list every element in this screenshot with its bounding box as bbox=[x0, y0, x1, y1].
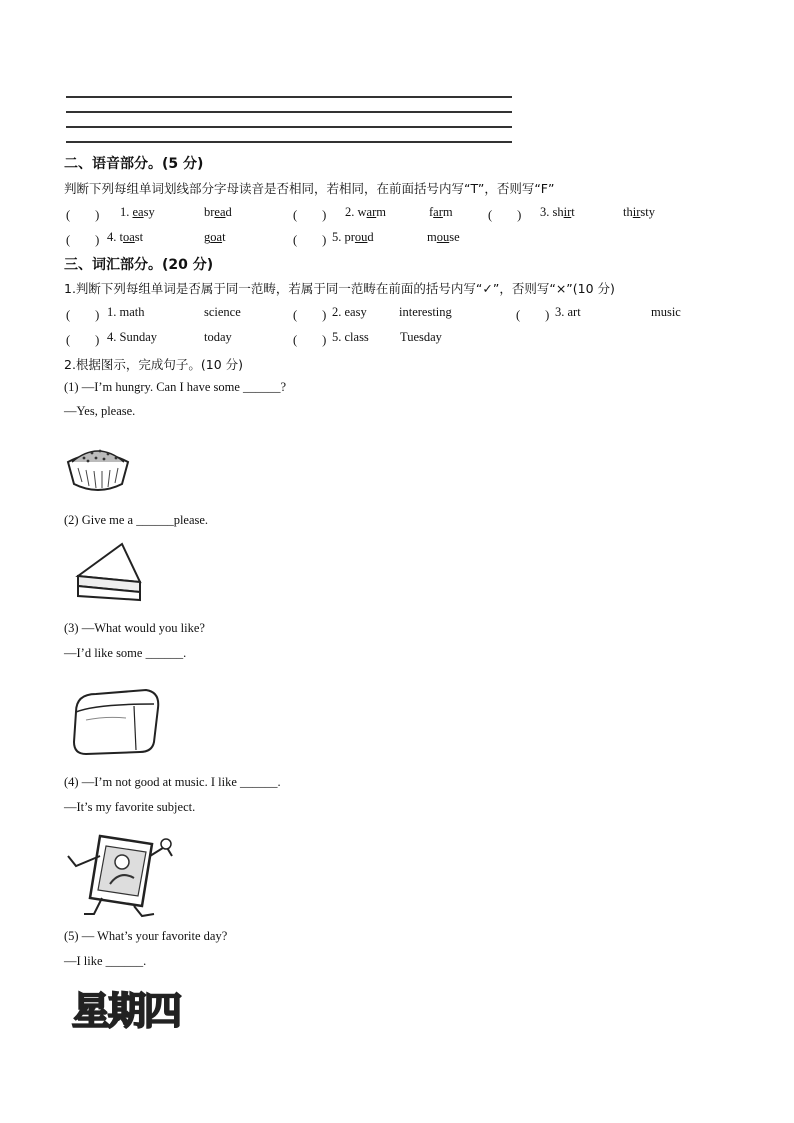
phonics-item-2: 2. warm bbox=[345, 205, 386, 219]
phonics-item-3: 3. shirt bbox=[540, 205, 575, 219]
writing-line bbox=[66, 141, 512, 143]
section3-title: 三、词汇部分。(20 分) bbox=[64, 257, 214, 273]
art-book-icon bbox=[62, 826, 188, 918]
question-1a: (1) —I’m hungry. Can I have some ______? bbox=[64, 380, 287, 394]
bread-icon bbox=[66, 684, 164, 760]
writing-line bbox=[66, 96, 512, 98]
paren-blank[interactable]: ( ) bbox=[66, 333, 100, 347]
thursday-image-text: 星期四 bbox=[72, 989, 181, 1033]
phonics-item-5: 5. proud bbox=[332, 230, 374, 244]
phonics-word: mouse bbox=[427, 230, 460, 244]
section3-part1: 1.判断下列每组单词是否属于同一范畴，若属于同一范畴在前面的括号内写“✓”，否则写“×”(10 分) bbox=[64, 281, 615, 296]
question-2: (2) Give me a ______please. bbox=[64, 513, 209, 527]
paren-blank[interactable]: ( ) bbox=[66, 233, 100, 247]
sandwich-icon bbox=[70, 540, 150, 606]
paren-blank[interactable]: ( ) bbox=[66, 208, 100, 222]
phonics-item-4: 4. toast bbox=[107, 230, 144, 244]
question-3b: —I’d like some ______. bbox=[64, 646, 187, 660]
paren-blank[interactable]: ( ) bbox=[293, 308, 327, 322]
phonics-word: thirsty bbox=[623, 205, 655, 219]
vocab-word: interesting bbox=[399, 305, 452, 319]
phonics-item-1: 1. easy bbox=[120, 205, 155, 219]
question-4a: (4) —I’m not good at music. I like ______. bbox=[64, 775, 281, 789]
question-4b: —It’s my favorite subject. bbox=[64, 800, 196, 814]
vocab-item: 5. class bbox=[332, 330, 369, 344]
question-1b: —Yes, please. bbox=[64, 404, 136, 418]
question-5a: (5) — What’s your favorite day? bbox=[64, 929, 228, 943]
vocab-item: 1. math bbox=[107, 305, 145, 319]
vocab-word: Tuesday bbox=[400, 330, 442, 344]
paren-blank[interactable]: ( ) bbox=[66, 308, 100, 322]
vocab-word: music bbox=[651, 305, 681, 319]
section2-instruction: 判断下列每组单词划线部分字母读音是否相同，若相同，在前面括号内写“T”，否则写“F” bbox=[64, 181, 555, 196]
writing-lines bbox=[66, 96, 512, 156]
rice-bowl-icon bbox=[64, 432, 132, 498]
section3-part2: 2.根据图示，完成句子。(10 分) bbox=[64, 357, 244, 372]
vocab-word: science bbox=[204, 305, 241, 319]
vocab-item: 3. art bbox=[555, 305, 581, 319]
vocab-item: 4. Sunday bbox=[107, 330, 157, 344]
paren-blank[interactable]: ( ) bbox=[488, 208, 522, 222]
vocab-item: 2. easy bbox=[332, 305, 367, 319]
paren-blank[interactable]: ( ) bbox=[293, 233, 327, 247]
paren-blank[interactable]: ( ) bbox=[516, 308, 550, 322]
phonics-word: farm bbox=[429, 205, 453, 219]
section2-title: 二、语音部分。(5 分) bbox=[64, 156, 204, 172]
question-3a: (3) —What would you like? bbox=[64, 621, 205, 635]
vocab-word: today bbox=[204, 330, 232, 344]
paren-blank[interactable]: ( ) bbox=[293, 208, 327, 222]
phonics-word: bread bbox=[204, 205, 232, 219]
question-5b: —I like ______. bbox=[64, 954, 147, 968]
phonics-word: goat bbox=[204, 230, 226, 244]
writing-line bbox=[66, 111, 512, 113]
writing-line bbox=[66, 126, 512, 128]
paren-blank[interactable]: ( ) bbox=[293, 333, 327, 347]
